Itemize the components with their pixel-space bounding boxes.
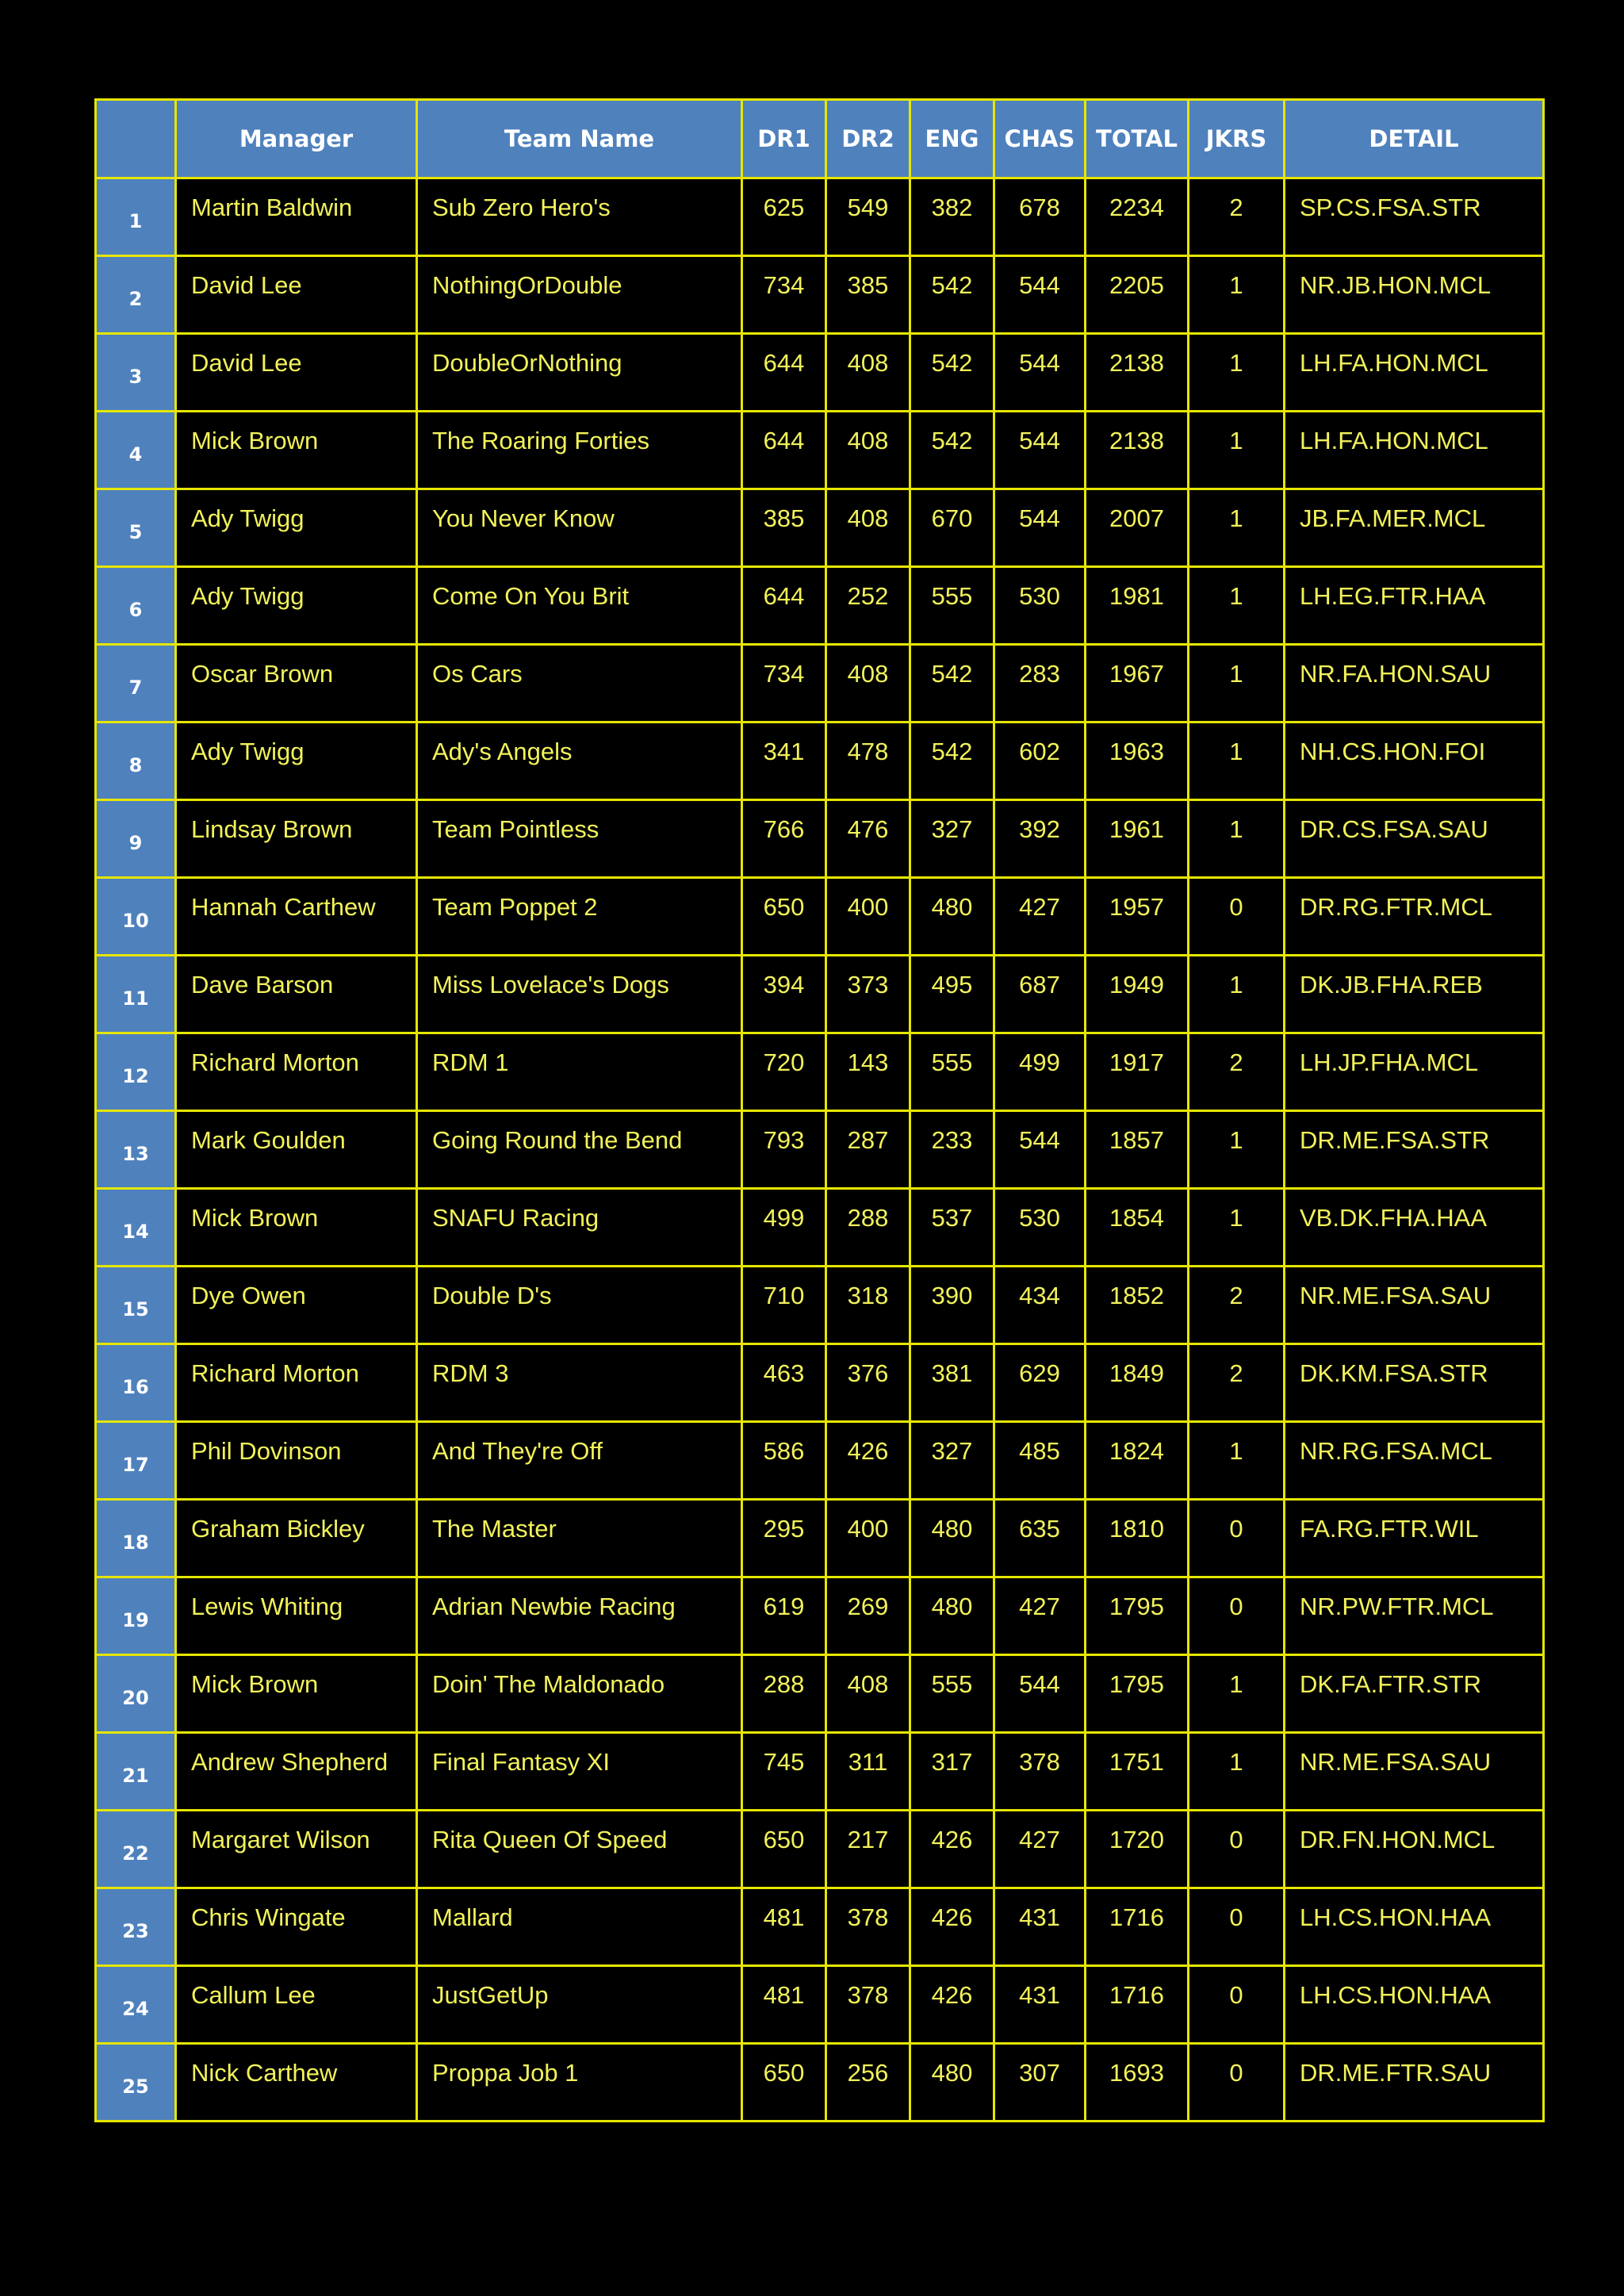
detail-cell: DR.CS.FSA.SAU	[1285, 800, 1544, 878]
team-name-cell: Final Fantasy XI	[417, 1733, 742, 1811]
dr2-cell: 378	[826, 1888, 910, 1966]
table-row	[96, 256, 1544, 334]
table-row	[96, 1966, 1544, 2044]
rank-cell: 25	[96, 2044, 176, 2122]
dr1-cell: 625	[742, 178, 826, 256]
rank-cell: 18	[96, 1500, 176, 1577]
jkrs-cell: 0	[1189, 1500, 1285, 1577]
table-row	[96, 2044, 1544, 2122]
team-name-cell: NothingOrDouble	[417, 256, 742, 334]
team-name-cell: Proppa Job 1	[417, 2044, 742, 2122]
manager-cell: Richard Morton	[176, 1033, 417, 1111]
manager-cell: Andrew Shepherd	[176, 1733, 417, 1811]
jkrs-cell: 2	[1189, 1267, 1285, 1344]
eng-cell: 390	[910, 1267, 994, 1344]
detail-cell: NR.ME.FSA.SAU	[1285, 1267, 1544, 1344]
rank-cell: 11	[96, 956, 176, 1033]
rank-cell: 14	[96, 1189, 176, 1267]
detail-cell: NH.CS.HON.FOI	[1285, 723, 1544, 800]
eng-cell: 542	[910, 723, 994, 800]
manager-cell: Martin Baldwin	[176, 178, 417, 256]
total-cell: 1795	[1086, 1577, 1189, 1655]
table-row	[96, 723, 1544, 800]
team-name-cell: Come On You Brit	[417, 567, 742, 645]
team-name-cell: JustGetUp	[417, 1966, 742, 2044]
team-name-cell: RDM 1	[417, 1033, 742, 1111]
table-row	[96, 1888, 1544, 1966]
jkrs-cell: 1	[1189, 1733, 1285, 1811]
detail-cell: NR.ME.FSA.SAU	[1285, 1733, 1544, 1811]
header-detail: DETAIL	[1285, 100, 1544, 178]
manager-cell: Graham Bickley	[176, 1500, 417, 1577]
eng-cell: 233	[910, 1111, 994, 1189]
team-name-cell: You Never Know	[417, 489, 742, 567]
chas-cell: 427	[994, 1811, 1086, 1888]
detail-cell: DK.FA.FTR.STR	[1285, 1655, 1544, 1733]
header-rank	[96, 100, 176, 178]
rank-cell: 22	[96, 1811, 176, 1888]
eng-cell: 317	[910, 1733, 994, 1811]
table-row	[96, 567, 1544, 645]
dr2-cell: 408	[826, 334, 910, 412]
chas-cell: 635	[994, 1500, 1086, 1577]
header-eng: ENG	[910, 100, 994, 178]
jkrs-cell: 0	[1189, 1966, 1285, 2044]
table-row	[96, 178, 1544, 256]
detail-cell: NR.FA.HON.SAU	[1285, 645, 1544, 723]
total-cell: 1693	[1086, 2044, 1189, 2122]
chas-cell: 485	[994, 1422, 1086, 1500]
team-name-cell: Going Round the Bend	[417, 1111, 742, 1189]
chas-cell: 431	[994, 1966, 1086, 2044]
eng-cell: 327	[910, 1422, 994, 1500]
rank-cell: 4	[96, 412, 176, 489]
detail-cell: DR.FN.HON.MCL	[1285, 1811, 1544, 1888]
manager-cell: David Lee	[176, 256, 417, 334]
chas-cell: 427	[994, 878, 1086, 956]
jkrs-cell: 1	[1189, 1655, 1285, 1733]
manager-cell: Lewis Whiting	[176, 1577, 417, 1655]
rank-cell: 20	[96, 1655, 176, 1733]
detail-cell: DK.KM.FSA.STR	[1285, 1344, 1544, 1422]
dr1-cell: 295	[742, 1500, 826, 1577]
total-cell: 1957	[1086, 878, 1189, 956]
chas-cell: 378	[994, 1733, 1086, 1811]
detail-cell: JB.FA.MER.MCL	[1285, 489, 1544, 567]
eng-cell: 480	[910, 878, 994, 956]
rank-cell: 19	[96, 1577, 176, 1655]
chas-cell: 602	[994, 723, 1086, 800]
chas-cell: 678	[994, 178, 1086, 256]
dr1-cell: 650	[742, 1811, 826, 1888]
manager-cell: Richard Morton	[176, 1344, 417, 1422]
eng-cell: 542	[910, 412, 994, 489]
team-name-cell: Mallard	[417, 1888, 742, 1966]
eng-cell: 537	[910, 1189, 994, 1267]
manager-cell: Ady Twigg	[176, 567, 417, 645]
dr2-cell: 252	[826, 567, 910, 645]
manager-cell: Dave Barson	[176, 956, 417, 1033]
dr2-cell: 217	[826, 1811, 910, 1888]
rank-cell: 2	[96, 256, 176, 334]
rank-cell: 1	[96, 178, 176, 256]
rank-cell: 3	[96, 334, 176, 412]
dr1-cell: 766	[742, 800, 826, 878]
eng-cell: 426	[910, 1966, 994, 2044]
team-name-cell: Os Cars	[417, 645, 742, 723]
dr1-cell: 745	[742, 1733, 826, 1811]
total-cell: 1716	[1086, 1966, 1189, 2044]
chas-cell: 544	[994, 256, 1086, 334]
team-name-cell: The Roaring Forties	[417, 412, 742, 489]
jkrs-cell: 0	[1189, 878, 1285, 956]
dr1-cell: 644	[742, 567, 826, 645]
jkrs-cell: 0	[1189, 2044, 1285, 2122]
header-manager: Manager	[176, 100, 417, 178]
manager-cell: Mick Brown	[176, 1655, 417, 1733]
eng-cell: 381	[910, 1344, 994, 1422]
rank-cell: 24	[96, 1966, 176, 2044]
manager-cell: Oscar Brown	[176, 645, 417, 723]
table-row	[96, 1267, 1544, 1344]
table-row	[96, 1655, 1544, 1733]
manager-cell: Mark Goulden	[176, 1111, 417, 1189]
dr1-cell: 720	[742, 1033, 826, 1111]
detail-cell: NR.RG.FSA.MCL	[1285, 1422, 1544, 1500]
detail-cell: LH.FA.HON.MCL	[1285, 334, 1544, 412]
jkrs-cell: 0	[1189, 1577, 1285, 1655]
rank-cell: 8	[96, 723, 176, 800]
chas-cell: 629	[994, 1344, 1086, 1422]
detail-cell: LH.CS.HON.HAA	[1285, 1966, 1544, 2044]
team-name-cell: Ady's Angels	[417, 723, 742, 800]
detail-cell: FA.RG.FTR.WIL	[1285, 1500, 1544, 1577]
header-dr1: DR1	[742, 100, 826, 178]
chas-cell: 307	[994, 2044, 1086, 2122]
dr2-cell: 256	[826, 2044, 910, 2122]
detail-cell: SP.CS.FSA.STR	[1285, 178, 1544, 256]
header-team-name: Team Name	[417, 100, 742, 178]
jkrs-cell: 1	[1189, 800, 1285, 878]
header-jkrs: JKRS	[1189, 100, 1285, 178]
dr2-cell: 478	[826, 723, 910, 800]
jkrs-cell: 1	[1189, 645, 1285, 723]
table-row	[96, 1033, 1544, 1111]
header-chas: CHAS	[994, 100, 1086, 178]
jkrs-cell: 1	[1189, 1422, 1285, 1500]
team-name-cell: And They're Off	[417, 1422, 742, 1500]
dr2-cell: 408	[826, 1655, 910, 1733]
team-name-cell: The Master	[417, 1500, 742, 1577]
table-row	[96, 1111, 1544, 1189]
chas-cell: 544	[994, 1111, 1086, 1189]
eng-cell: 670	[910, 489, 994, 567]
jkrs-cell: 1	[1189, 334, 1285, 412]
dr1-cell: 481	[742, 1888, 826, 1966]
dr2-cell: 476	[826, 800, 910, 878]
rank-cell: 21	[96, 1733, 176, 1811]
table-row	[96, 645, 1544, 723]
jkrs-cell: 1	[1189, 412, 1285, 489]
eng-cell: 555	[910, 567, 994, 645]
dr2-cell: 269	[826, 1577, 910, 1655]
rank-cell: 10	[96, 878, 176, 956]
eng-cell: 555	[910, 1655, 994, 1733]
detail-cell: DK.JB.FHA.REB	[1285, 956, 1544, 1033]
dr2-cell: 408	[826, 412, 910, 489]
dr1-cell: 644	[742, 412, 826, 489]
dr2-cell: 311	[826, 1733, 910, 1811]
table-row	[96, 489, 1544, 567]
detail-cell: VB.DK.FHA.HAA	[1285, 1189, 1544, 1267]
total-cell: 1852	[1086, 1267, 1189, 1344]
detail-cell: LH.CS.HON.HAA	[1285, 1888, 1544, 1966]
table-row	[96, 1500, 1544, 1577]
jkrs-cell: 2	[1189, 1344, 1285, 1422]
eng-cell: 542	[910, 645, 994, 723]
dr1-cell: 650	[742, 878, 826, 956]
header-dr2: DR2	[826, 100, 910, 178]
total-cell: 2007	[1086, 489, 1189, 567]
jkrs-cell: 0	[1189, 1888, 1285, 1966]
dr2-cell: 426	[826, 1422, 910, 1500]
total-cell: 1824	[1086, 1422, 1189, 1500]
table-row	[96, 1189, 1544, 1267]
table-row	[96, 878, 1544, 956]
detail-cell: LH.FA.HON.MCL	[1285, 412, 1544, 489]
eng-cell: 426	[910, 1888, 994, 1966]
dr2-cell: 376	[826, 1344, 910, 1422]
jkrs-cell: 1	[1189, 1189, 1285, 1267]
rank-cell: 5	[96, 489, 176, 567]
manager-cell: Ady Twigg	[176, 723, 417, 800]
dr1-cell: 650	[742, 2044, 826, 2122]
eng-cell: 542	[910, 256, 994, 334]
team-name-cell: Adrian Newbie Racing	[417, 1577, 742, 1655]
dr2-cell: 288	[826, 1189, 910, 1267]
standings-table	[94, 98, 1545, 2122]
detail-cell: NR.PW.FTR.MCL	[1285, 1577, 1544, 1655]
manager-cell: Phil Dovinson	[176, 1422, 417, 1500]
jkrs-cell: 0	[1189, 1811, 1285, 1888]
jkrs-cell: 2	[1189, 178, 1285, 256]
dr1-cell: 734	[742, 256, 826, 334]
manager-cell: Nick Carthew	[176, 2044, 417, 2122]
dr2-cell: 408	[826, 645, 910, 723]
total-cell: 2205	[1086, 256, 1189, 334]
manager-cell: Mick Brown	[176, 1189, 417, 1267]
eng-cell: 480	[910, 1500, 994, 1577]
jkrs-cell: 1	[1189, 723, 1285, 800]
eng-cell: 327	[910, 800, 994, 878]
team-name-cell: Rita Queen Of Speed	[417, 1811, 742, 1888]
table-row	[96, 1733, 1544, 1811]
manager-cell: Callum Lee	[176, 1966, 417, 2044]
dr2-cell: 318	[826, 1267, 910, 1344]
chas-cell: 544	[994, 489, 1086, 567]
total-cell: 2138	[1086, 412, 1189, 489]
table-row	[96, 1577, 1544, 1655]
total-cell: 1854	[1086, 1189, 1189, 1267]
manager-cell: Dye Owen	[176, 1267, 417, 1344]
header-row	[96, 100, 1544, 178]
rank-cell: 15	[96, 1267, 176, 1344]
dr1-cell: 499	[742, 1189, 826, 1267]
dr1-cell: 793	[742, 1111, 826, 1189]
chas-cell: 434	[994, 1267, 1086, 1344]
eng-cell: 542	[910, 334, 994, 412]
dr1-cell: 385	[742, 489, 826, 567]
total-cell: 1949	[1086, 956, 1189, 1033]
dr2-cell: 378	[826, 1966, 910, 2044]
manager-cell: Mick Brown	[176, 412, 417, 489]
rank-cell: 9	[96, 800, 176, 878]
dr1-cell: 463	[742, 1344, 826, 1422]
dr2-cell: 549	[826, 178, 910, 256]
team-name-cell: Doin' The Maldonado	[417, 1655, 742, 1733]
detail-cell: DR.RG.FTR.MCL	[1285, 878, 1544, 956]
team-name-cell: Sub Zero Hero's	[417, 178, 742, 256]
chas-cell: 530	[994, 1189, 1086, 1267]
team-name-cell: SNAFU Racing	[417, 1189, 742, 1267]
eng-cell: 382	[910, 178, 994, 256]
table-row	[96, 412, 1544, 489]
manager-cell: David Lee	[176, 334, 417, 412]
manager-cell: Hannah Carthew	[176, 878, 417, 956]
detail-cell: DR.ME.FTR.SAU	[1285, 2044, 1544, 2122]
rank-cell: 16	[96, 1344, 176, 1422]
total-cell: 1720	[1086, 1811, 1189, 1888]
chas-cell: 544	[994, 334, 1086, 412]
dr1-cell: 619	[742, 1577, 826, 1655]
total-cell: 1751	[1086, 1733, 1189, 1811]
dr2-cell: 143	[826, 1033, 910, 1111]
chas-cell: 431	[994, 1888, 1086, 1966]
dr1-cell: 394	[742, 956, 826, 1033]
table-row	[96, 1344, 1544, 1422]
rank-cell: 13	[96, 1111, 176, 1189]
dr1-cell: 710	[742, 1267, 826, 1344]
chas-cell: 283	[994, 645, 1086, 723]
total-cell: 2138	[1086, 334, 1189, 412]
dr2-cell: 400	[826, 1500, 910, 1577]
team-name-cell: RDM 3	[417, 1344, 742, 1422]
chas-cell: 392	[994, 800, 1086, 878]
total-cell: 1849	[1086, 1344, 1189, 1422]
manager-cell: Chris Wingate	[176, 1888, 417, 1966]
rank-cell: 17	[96, 1422, 176, 1500]
dr2-cell: 287	[826, 1111, 910, 1189]
header-total: TOTAL	[1086, 100, 1189, 178]
dr2-cell: 385	[826, 256, 910, 334]
dr2-cell: 408	[826, 489, 910, 567]
chas-cell: 530	[994, 567, 1086, 645]
jkrs-cell: 1	[1189, 256, 1285, 334]
chas-cell: 687	[994, 956, 1086, 1033]
jkrs-cell: 2	[1189, 1033, 1285, 1111]
total-cell: 1967	[1086, 645, 1189, 723]
total-cell: 1917	[1086, 1033, 1189, 1111]
rank-cell: 6	[96, 567, 176, 645]
total-cell: 1961	[1086, 800, 1189, 878]
dr1-cell: 734	[742, 645, 826, 723]
eng-cell: 480	[910, 1577, 994, 1655]
team-name-cell: Double D's	[417, 1267, 742, 1344]
team-name-cell: Team Poppet 2	[417, 878, 742, 956]
dr1-cell: 644	[742, 334, 826, 412]
team-name-cell: Team Pointless	[417, 800, 742, 878]
manager-cell: Margaret Wilson	[176, 1811, 417, 1888]
jkrs-cell: 1	[1189, 1111, 1285, 1189]
eng-cell: 426	[910, 1811, 994, 1888]
jkrs-cell: 1	[1189, 567, 1285, 645]
table-row	[96, 800, 1544, 878]
table-row	[96, 334, 1544, 412]
table-body	[96, 178, 1544, 2122]
total-cell: 1716	[1086, 1888, 1189, 1966]
rank-cell: 23	[96, 1888, 176, 1966]
dr1-cell: 586	[742, 1422, 826, 1500]
rank-cell: 12	[96, 1033, 176, 1111]
total-cell: 1810	[1086, 1500, 1189, 1577]
eng-cell: 480	[910, 2044, 994, 2122]
jkrs-cell: 1	[1189, 489, 1285, 567]
manager-cell: Lindsay Brown	[176, 800, 417, 878]
eng-cell: 495	[910, 956, 994, 1033]
jkrs-cell: 1	[1189, 956, 1285, 1033]
team-name-cell: Miss Lovelace's Dogs	[417, 956, 742, 1033]
chas-cell: 544	[994, 1655, 1086, 1733]
dr1-cell: 341	[742, 723, 826, 800]
dr2-cell: 373	[826, 956, 910, 1033]
dr1-cell: 288	[742, 1655, 826, 1733]
manager-cell: Ady Twigg	[176, 489, 417, 567]
detail-cell: DR.ME.FSA.STR	[1285, 1111, 1544, 1189]
dr1-cell: 481	[742, 1966, 826, 2044]
dr2-cell: 400	[826, 878, 910, 956]
rank-cell: 7	[96, 645, 176, 723]
chas-cell: 427	[994, 1577, 1086, 1655]
table-row	[96, 1422, 1544, 1500]
total-cell: 1795	[1086, 1655, 1189, 1733]
detail-cell: NR.JB.HON.MCL	[1285, 256, 1544, 334]
table-row	[96, 1811, 1544, 1888]
detail-cell: LH.EG.FTR.HAA	[1285, 567, 1544, 645]
total-cell: 1981	[1086, 567, 1189, 645]
chas-cell: 544	[994, 412, 1086, 489]
team-name-cell: DoubleOrNothing	[417, 334, 742, 412]
total-cell: 2234	[1086, 178, 1189, 256]
table-row	[96, 956, 1544, 1033]
eng-cell: 555	[910, 1033, 994, 1111]
detail-cell: LH.JP.FHA.MCL	[1285, 1033, 1544, 1111]
chas-cell: 499	[994, 1033, 1086, 1111]
total-cell: 1963	[1086, 723, 1189, 800]
total-cell: 1857	[1086, 1111, 1189, 1189]
